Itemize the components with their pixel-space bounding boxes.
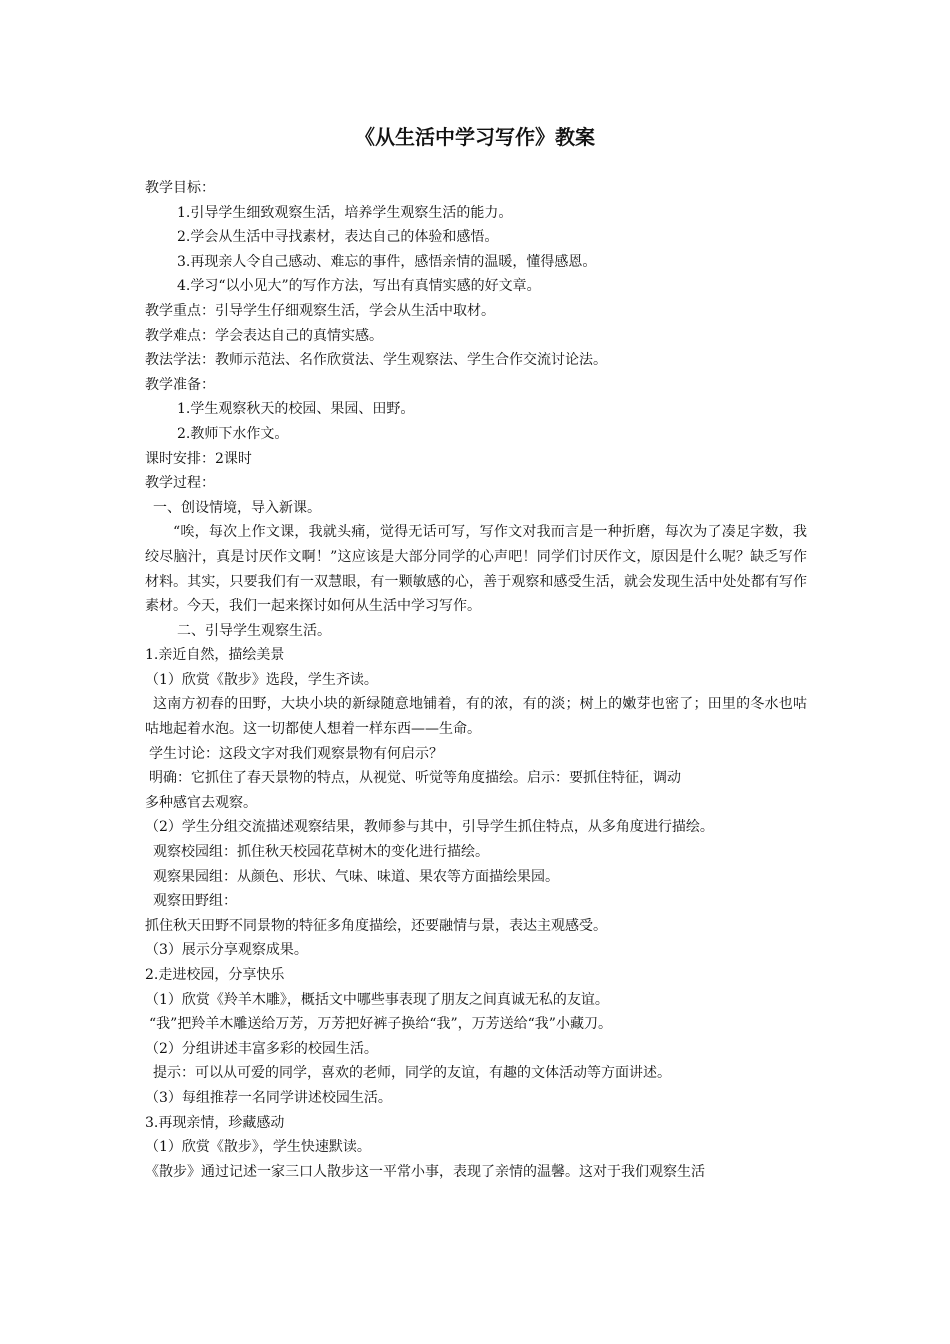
subsection-heading-3: 3.再现亲情，珍藏感动 — [145, 1114, 285, 1131]
clarification-line-2: 多种感官去观察。 — [145, 794, 257, 811]
activity-1-3: （3）展示分享观察成果。 — [145, 942, 308, 959]
activity-3-1-text: 《散步》通过记述一家三口人散步这一平常小事，表现了亲情的温馨。这对于我们观察生活 — [145, 1163, 705, 1180]
document-body — [145, 176, 807, 1184]
schedule: 课时安排：2课时 — [145, 450, 252, 467]
group-orchard: 观察果园组：从颜色、形状、气味、味道、果农等方面描绘果园。 — [153, 868, 559, 885]
subsection-heading-2: 2.走进校园，分享快乐 — [145, 967, 285, 983]
section-heading-preparation: 教学准备： — [145, 376, 215, 393]
subsection-heading-1: 1.亲近自然，描绘美景 — [145, 647, 285, 664]
objective-item-3: 3.再现亲人令自己感动、难忘的事件，感悟亲情的温暖，懂得感恩。 — [177, 253, 597, 270]
teaching-methods: 教法学法：教师示范法、名作欣赏法、学生观察法、学生合作交流讨论法。 — [145, 352, 607, 369]
activity-1-2: （2）学生分组交流描述观察结果，教师参与其中，引导学生抓住特点，从多角度进行描绘。 — [145, 819, 714, 836]
activity-2-1-answer: “我”把羚羊木雕送给万芳，万芳把好裤子换给“我”，万芳送给“我”小藏刀。 — [149, 1016, 612, 1033]
discussion-question: 学生讨论：这段文字对我们观察景物有何启示？ — [149, 745, 443, 762]
activity-2-2: （2）分组讲述丰富多彩的校园生活。 — [145, 1040, 378, 1057]
group-campus: 观察校园组：抓住秋天校园花草树木的变化进行描绘。 — [153, 844, 489, 861]
activity-3-1: （1）欣赏《散步》，学生快速默读。 — [145, 1139, 371, 1156]
objective-item-1: 1.引导学生细致观察生活，培养学生观察生活的能力。 — [177, 204, 513, 221]
document-title: 《从生活中学习写作》教案 — [355, 125, 595, 149]
group-field: 观察田野组： — [153, 893, 237, 910]
key-point: 教学重点：引导学生仔细观察生活，学会从生活中取材。 — [145, 302, 495, 319]
difficulty: 教学难点：学会表达自己的真情实感。 — [145, 327, 383, 344]
group-field-detail: 抓住秋天田野不同景物的特征多角度描绘，还要融情与景，表达主观感受。 — [145, 917, 607, 934]
excerpt-paragraph: 这南方初春的田野，大块小块的新绿随意地铺着，有的浓，有的淡；树上的嫩芽也密了；田里的冬水也咕咕地起着水泡。这一切都使人想着一样东西——生命。 — [145, 696, 807, 738]
preparation-item-2: 2.教师下水作文。 — [177, 425, 289, 442]
step-heading-2: 二、引导学生观察生活。 — [177, 622, 331, 639]
intro-paragraph: “唉，每次上作文课，我就头痛，觉得无话可写，写作文对我而言是一种折磨，每次为了凑足字数，我绞尽脑汁，真是讨厌作文啊！”这应该是大部分同学的心声吧！同学们讨厌作文，原因是什么呢？缺乏写作材料。其实，只要我们有一双慧眼，有一颗敏感的心，善于观察和感受生活，就会发现生活中处处都有写作素材。今天，我们一起来探讨如何从生活中学习写作。 — [145, 524, 807, 615]
section-heading-process: 教学过程： — [145, 475, 215, 492]
objective-item-2: 2.学会从生活中寻找素材，表达自己的体验和感悟。 — [177, 229, 499, 246]
activity-2-2-hint: 提示：可以从可爱的同学，喜欢的老师，同学的友谊，有趣的文体活动等方面讲述。 — [153, 1065, 671, 1082]
preparation-item-1: 1.学生观察秋天的校园、果园、田野。 — [177, 401, 415, 418]
activity-2-1: （1）欣赏《羚羊木雕》，概括文中哪些事表现了朋友之间真诚无私的友谊。 — [145, 991, 609, 1008]
clarification-line-1: 明确：它抓住了春天景物的特点，从视觉、听觉等角度描绘。启示：要抓住特征，调动 — [149, 770, 681, 787]
activity-1-1: （1）欣赏《散步》选段，学生齐读。 — [145, 671, 378, 688]
objective-item-4: 4.学习“以小见大”的写作方法，写出有真情实感的好文章。 — [177, 278, 541, 295]
section-heading-objectives: 教学目标： — [145, 180, 215, 196]
activity-2-3: （3）每组推荐一名同学讲述校园生活。 — [145, 1089, 392, 1106]
step-heading-1: 一、创设情境，导入新课。 — [153, 499, 321, 516]
